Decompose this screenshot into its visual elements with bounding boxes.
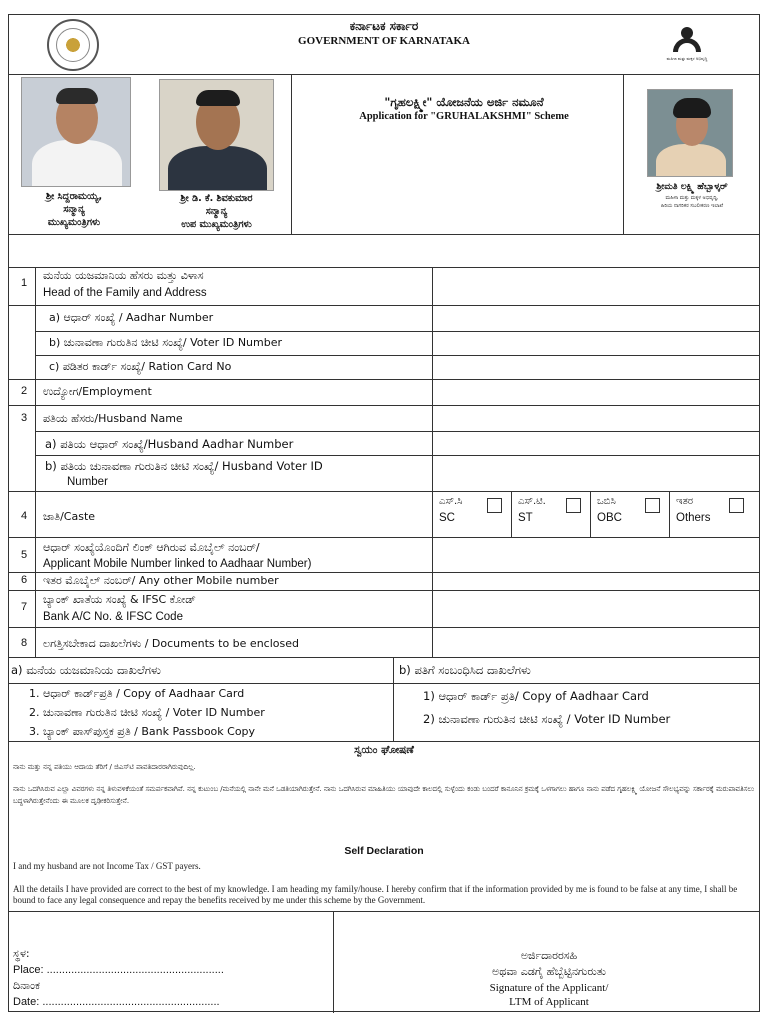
declaration-title-kannada: ಸ್ವಯಂ ಘೋಷಣೆ (354, 744, 414, 756)
declaration-line1-kannada: ನಾನು ಮತ್ತು ನನ್ನ ಪತಿಯು ಆದಾಯ ತೆರಿಗೆ / ಜಿಎಸ್‌ಟಿ ಪಾವತಿದಾರರಾಗಿರುವುದಿಲ್ಲ. (13, 763, 196, 771)
docs-right-item-1: 1) ಆಧಾರ್ ಕಾರ್ಡ್ ಪ್ರತಿ/ Copy of Aadhaar Card (423, 689, 649, 703)
row-8-label: ಲಗತ್ತಿಸಬೇಕಾದ ದಾಖಲೆಗಳು / Documents to be enclosed (43, 637, 299, 650)
row-5-number: 5 (20, 549, 28, 561)
caste-st-label: ST (518, 512, 533, 524)
minister-caption-role2: ಹಿರಿಯ ನಾಗರಿಕರ ಸಬಲೀಕರಣ ಇಲಾಖೆ (660, 203, 724, 209)
docs-right-item-2: 2) ಚುನಾವಣಾ ಗುರುತಿನ ಚೀಟಿ ಸಂಖ್ಯೆ / Voter ID Number (423, 712, 671, 726)
caste-sc-label: SC (439, 512, 455, 524)
dcm-photo (159, 79, 274, 191)
row-1a-label: a) ಆಧಾರ್ ಸಂಖ್ಯೆ / Aadhar Number (49, 311, 214, 324)
docs-left-title: a) ಮನೆಯ ಯಜಮಾನಿಯ ದಾಖಲೆಗಳು (11, 663, 161, 677)
form-frame (8, 14, 760, 1012)
dcm-caption-role1: ಸನ್ಮಾನ್ಯ (205, 206, 228, 217)
caste-others-label: Others (676, 512, 711, 524)
date-label-kannada: ದಿನಾಂಕ (13, 979, 40, 992)
row-3a-label: a) ಪತಿಯ ಆಧಾರ್ ಸಂಖ್ಯೆ/Husband Aadhar Number (45, 437, 294, 451)
dcm-caption-role2: ಉಪ ಮುಖ್ಯಮಂತ್ರಿಗಳು (181, 219, 252, 230)
band-divider-right (623, 75, 624, 235)
place-field[interactable]: Place: .......................................................... (13, 964, 224, 976)
signature-label-kannada-1: ಅರ್ಜಿದಾರರಸಹಿ (520, 949, 578, 962)
row-5-label-english: Applicant Mobile Number linked to Aadhaar Number) (43, 558, 312, 570)
row-6-number: 6 (20, 574, 28, 586)
caste-others-checkbox[interactable] (729, 498, 744, 513)
header-title-kannada: ಕರ್ನಾಟಕ ಸರ್ಕಾರ (349, 19, 419, 33)
caste-sc-kannada: ಎಸ್.ಸಿ (439, 496, 463, 507)
cm-caption-role2: ಮುಖ್ಯಮಂತ್ರಿಗಳು (47, 217, 101, 228)
row-7-number: 7 (20, 601, 28, 613)
band-divider-left (291, 75, 292, 235)
minister-photo (647, 89, 733, 177)
row-1-number: 1 (20, 277, 28, 289)
caste-others-kannada: ಇತರ (676, 496, 694, 507)
row-4-number: 4 (20, 510, 28, 522)
declaration-para-kannada: ನಾನು ಒದಗಿಸಿರುವ ಎಲ್ಲಾ ವಿವರಗಳು ನನ್ನ ತಿಳುವಳಿಕೆಯಂತೆ ಸಮರ್ಪಕವಾಗಿವೆ. ನನ್ನ ಕುಟುಂಬ /ಮನೆಯಲ್ಲಿ ನಾನೇ ಮನೆ ಒಡತಿಯಾಗಿರುತ್ತೇನೆ. ನಾನು ಒದಗಿಸಿರುವ ಮಾಹಿತಿಯು ಯಾವುದೇ ಕಾಲದಲ್ಲಿ ಸುಳ್ಳೆಂದು ಕಂಡು ಬಂದರೆ ಕಾನೂನಿನ ಕ್ರಮಕ್ಕೆ ಒಳಗಾಗಲು ಹಾಗೂ ನಾನು ಪಡೆದ ಗೃಹಲಕ್ಷ್ಮಿ ಯೋಜನೆ ಸೌಲಭ್ಯವನ್ನು ಸರ್ಕಾರಕ್ಕೆ ಮರುಪಾವತಿಸಲು ಬದ್ಧಳಾಗಿರುತ್ತೇನೆಂದು ಈ ಮೂಲಕ ದೃಢೀಕರಿಸುತ್ತೇನೆ. (13, 785, 755, 805)
row-1-label-english: Head of the Family and Address (43, 287, 207, 299)
place-label-kannada: ಸ್ಥಳ: (13, 947, 30, 960)
caste-obc-checkbox[interactable] (645, 498, 660, 513)
minister-caption-role1: ಮಹಿಳಾ ಮತ್ತು ಮಕ್ಕಳ ಅಭಿವೃದ್ಧಿ, (665, 195, 719, 201)
row-3-label: ಪತಿಯ ಹೆಸರು/Husband Name (43, 412, 183, 425)
row-8-number: 8 (20, 637, 28, 649)
signature-label-kannada-2: ಅಥವಾ ಎಡಗೈ ಹೆಬ್ಬೆಟ್ಟಿನಗುರುತು (491, 965, 607, 978)
date-field[interactable]: Date: .......................................................... (13, 996, 220, 1008)
cm-photo (21, 77, 131, 187)
declaration-para-english: All the details I have provided are correct to the best of my knowledge. I am heading my family/house. I hereby confirm that if the information provided by me is found to be false at any time, I shall be bound to face any legal consequence and repay the benefits received by me under this scheme by the Government. (13, 884, 738, 905)
docs-right-title: b) ಪತಿಗೆ ಸಂಬಂಧಿಸಿದ ದಾಖಲೆಗಳು (399, 663, 531, 677)
caste-st-checkbox[interactable] (566, 498, 581, 513)
caste-obc-label: OBC (597, 512, 622, 524)
row-3b-label-english: Number (67, 476, 108, 488)
cm-caption-role1: ಸನ್ಮಾನ್ಯ (63, 204, 85, 215)
row-4-label: ಜಾತಿ/Caste (43, 510, 96, 523)
row-7-label-english: Bank A/C No. & IFSC Code (43, 611, 183, 623)
docs-left-item-1: 1. ಆಧಾರ್ ಕಾರ್ಡ್‌ಪ್ರತಿ / Copy of Aadhaar Card (29, 687, 245, 700)
self-declaration-title: Self Declaration (344, 845, 424, 857)
row-1b-label: b) ಚುನಾವಣಾ ಗುರುತಿನ ಚೀಟಿ ಸಂಖ್ಯೆ/ Voter ID Number (49, 336, 283, 349)
row-1c-label: c) ಪಡಿತರ ಕಾರ್ಡ್ ಸಂಖ್ಯೆ/ Ration Card No (49, 360, 232, 373)
caste-obc-kannada: ಒಬಿಸಿ (597, 496, 616, 507)
minister-caption-name: ಶ್ರೀಮತಿ ಲಕ್ಷ್ಮಿ ಹೆಬ್ಬಾಳ್ಕರ್ (656, 182, 728, 192)
signature-label-english-2: LTM of Applicant (509, 996, 589, 1008)
row-3-number: 3 (20, 412, 28, 424)
row-6-label: ಇತರ ಮೊಬೈಲ್ ನಂಬರ್/ Any other Mobile number (43, 574, 279, 587)
form-header (9, 15, 759, 75)
form-title-kannada: "ಗೃಹಲಕ್ಷ್ಮೀ" ಯೋಜನೆಯ ಅರ್ಜಿ ನಮೂನೆ (384, 95, 544, 109)
caste-st-kannada: ಎಸ್.ಟಿ. (518, 496, 546, 507)
row-2-label: ಉದ್ಯೋಗ/Employment (43, 385, 152, 398)
row-1-label-kannada: ಮನೆಯ ಯಜಮಾನಿಯ ಹೆಸರು ಮತ್ತು ವಿಳಾಸ (43, 269, 204, 282)
cm-caption-name: ಶ್ರೀ ಸಿದ್ದರಾಮಯ್ಯ, (45, 191, 103, 202)
dcm-caption-name: ಶ್ರೀ ಡಿ. ಕೆ. ಶಿವಕುಮಾರ (180, 193, 253, 204)
row-2-number: 2 (20, 385, 28, 397)
row-7-label-kannada: ಬ್ಯಾಂಕ್ ಖಾತೆಯ ಸಂಖ್ಯೆ & IFSC ಕೋಡ್ (43, 593, 196, 606)
docs-left-item-3: 3. ಬ್ಯಾಂಕ್ ಪಾಸ್‌ಪುಸ್ತಕ ಪ್ರತಿ / Bank Passbook Copy (29, 725, 256, 738)
signature-label-english-1: Signature of the Applicant/ (489, 982, 609, 994)
row-5-label-kannada: ಆಧಾರ್ ಸಂಖ್ಯೆಯೊಂದಿಗೆ ಲಿಂಕ್ ಆಗಿರುವ ಮೊಬೈಲ್ ನಂಬರ್/ (43, 541, 260, 554)
declaration-line1-english: I and my husband are not Income Tax / GST payers. (13, 861, 201, 871)
header-title-english: GOVERNMENT OF KARNATAKA (298, 35, 470, 47)
row-3b-label-kannada: b) ಪತಿಯ ಚುನಾವಣಾ ಗುರುತಿನ ಚೀಟಿ ಸಂಖ್ಯೆ/ Husband Voter ID (45, 459, 323, 473)
gruhalakshmi-logo-icon: ಮಹಿಳಾ ಮತ್ತು ಮಕ್ಕಳ ಅಭಿವೃದ್ಧಿ (659, 23, 715, 67)
photo-band (9, 75, 759, 235)
docs-left-item-2: 2. ಚುನಾವಣಾ ಗುರುತಿನ ಚೀಟಿ ಸಂಖ್ಯೆ / Voter ID Number (29, 706, 265, 719)
caste-sc-checkbox[interactable] (487, 498, 502, 513)
form-title-english: Application for "GRUHALAKSHMI" Scheme (359, 111, 569, 122)
